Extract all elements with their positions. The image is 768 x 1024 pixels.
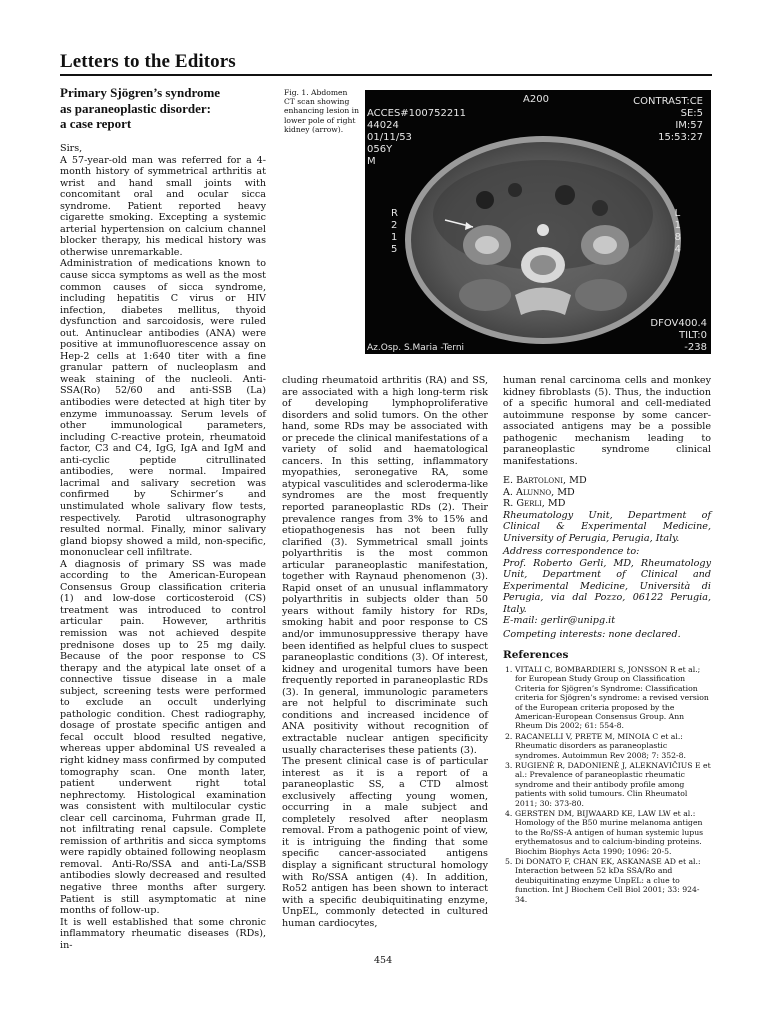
ct-scan-image — [365, 90, 711, 354]
ct-overlay-top-center: A200 — [523, 94, 549, 105]
reference-text: RUGIENĖ R, DADONIENĖ J, ALEKNAVIČIUS E et al.: Prevalence of paraneoplastic rheumatic syndrome and their antibody profile among patients with solid tumours. Clin Rheumatol 2011; 30: 373-80. — [515, 760, 711, 808]
paragraph: A 57-year-old man was referred for a 4-month history of symmetrical arthritis at wrist and hand small joints with concomitant oral and ocular sicca syndrome. Patient reported heavy cigarette smoking. Excepting a systemic arterial hypertension on calcium channel blocker therapy, his medical history was otherwise unremarkable. — [60, 154, 266, 258]
reference-item — [503, 809, 711, 856]
text-column-3 — [503, 375, 711, 905]
article-title — [60, 85, 275, 132]
salutation: Sirs, — [60, 143, 83, 154]
title-line: as paraneoplastic disorder: — [60, 100, 211, 116]
reference-number: 4. — [505, 809, 513, 819]
reference-text: Di DONATO F, CHAN EK, ASKANASE AD et al.: Interaction between 52 kDa SSA/Ro and deubiquitinating enzyme UnpEL: a clue to function. Int J Biochem Cell Biol 2001; 33: 924-34. — [515, 857, 701, 904]
paragraph: The present clinical case is of particular interest as it is a report of a paraneoplastic SS, a CTD almost exclusively affecting young women, occurring in a male subject and completely resolved after neoplasm removal. From a pathogenic point of view, it is intriguing the finding that some specific cancer-associated antigens display a significant structural homology with Ro/SSA antigen (4). In addition, Ro52 antigen has been shown to interact with a specific deubiquitinating enzyme, UnpEL, commonly detected in cultured human cardiocytes, — [282, 756, 488, 929]
ct-overlay-left-side: R 2 1 5 — [391, 208, 398, 255]
reference-item — [503, 665, 711, 731]
paragraph: human renal carcinoma cells and monkey kidney fibroblasts (5). Thus, the induction of a specific humoral and cell-mediated autoimmune response by some cancer-associated antigens may be a possible pathogenic mechanism leading to paraneoplastic syndrome clinical manifestations. — [503, 375, 711, 467]
reference-number: 2. — [505, 731, 513, 741]
reference-item — [503, 761, 711, 808]
paragraph: Administration of medications known to cause sicca symptoms as well as the most common causes of sicca syndrome, including hepatitis C virus or HIV infection, diabetes mellitus, thyoid dysfunction and sarcoidosis, were ruled out. Antinuclear antibodies (ANA) were positive at immunofluorescence assay on Hep-2 cells at 1:640 titer with a fine granular pattern of nucleoplasm and weak staining of the nucleoli. Anti-SSA(Ro) 52/60 and anti-SSB (La) antibodies were detected at high titer by enzyme immunoassay. Serum levels of other immunological parameters, including C-reactive protein, rheumatoid factor, C3 and C4, IgG, IgA and IgM and anti-cyclic peptide citrullinated antibodies, were normal. Impaired lacrimal and salivary secretion was confirmed by Schirmer’s and unstimulated whole salivary flow tests, respectively. Parotid ultrasonography resulted normal. Finally, minor salivary gland biopsy showed a mild, non-specific, mononuclear cell infiltrate. — [60, 258, 266, 559]
reference-item — [503, 857, 711, 904]
ct-overlay-bottom-left: Az.Osp. S.Maria -Terni — [367, 343, 465, 353]
paragraph: cluding rheumatoid arthritis (RA) and SS, are associated with a high long-term risk of developing lymphoproliferative disorders and solid tumors. On the other hand, some RDs may be associated with or precede the clinical manifestations of a variety of solid and haematological cancers. In this setting, inflammatory myopathies, seronegative RA, some atypical vasculitides and scleroderma-like syndromes are the most frequently reported paraneoplastic RDs (2). Their prevalence ranges from 3% to 15% and etiopathogenesis has not been fully clarified (3). Symmetrical small joints polyarthritis is the most common articular paraneoplastic manifestation, together with Raynaud phenomenon (3). Rapid onset of an unusual inflammatory polyarthritis in subjects older than 50 years without family history for RDs, smoking habit and poor response to CS and/or immunosuppressive therapy have been identified as helpful clues to suspect paraneoplastic conditions (3). Of interest, kidney and urogenital tumors have been frequently reported in paraneoplastic RDs (3). In general, immunologic parameters are not helpful to discriminate such conditions and increased incidence of ANA positivity without recognition of extractable nuclear antigen specificity usually characterises these patients (3). — [282, 375, 489, 756]
author-name: A. Alunno, MD — [503, 486, 575, 498]
reference-number: 1. — [505, 664, 513, 674]
paragraph: A diagnosis of primary SS was made according to the American-European Consensus Group classification criteria (1) and low-dose corticosteroid (CS) treatment was introduced to control articular pain. However, arthritis remission was not achieved despite prednisone doses up to 25 mg daily. Because of the poor response to CS therapy and the atypical late onset of a connective tissue disease in a male subject, screening tests were performed to exclude an occult underlying pathologic condition. Chest radiography, dosage of prostate specific antigen and fecal occult blood resulted negative, whereas upper abdominal US revealed a right kidney mass confirmed by computed tomography scan. One month later, patient underwent right total nephrectomy. Histological examination was consistent with multilocular cystic clear cell carcinoma, Fuhrman grade II, not infiltrating renal capsule. Complete remission of arthritis and sicca symptoms were rapidly obtained following neoplasm removal. Anti-Ro/SSA and anti-La/SSB antibodies slowly decreased and resulted negative three months after surgery. Patient is still asymptomatic at nine months of follow-up. — [60, 558, 266, 917]
ct-overlay-bottom-right: DFOV400.4 TILT:0 -238 — [650, 318, 707, 353]
title-line: a case report — [60, 116, 132, 131]
references-heading: References — [503, 649, 569, 662]
reference-number: 3. — [505, 760, 513, 770]
ct-overlay-right-side: L 1 8 4 — [674, 208, 681, 255]
text-column-1 — [60, 143, 266, 951]
author-name: R. Gerli, MD — [503, 498, 566, 510]
reference-text: VITALI C, BOMBARDIERI S, JONSSON R et al.; for European Study Group on Classification Criteria for Sjögren’s Syndrome: Classification criteria for Sjögren’s syndrome: a revised version of the European criteria proposed by the American-European Consensus Group. Ann Rheum Dis 2002; 61: 554-8. — [515, 664, 709, 731]
correspondence-address: Prof. Roberto Gerli, MD, Rheumatology Unit, Department of Clinical and Experimental Medicine, Università di Perugia, via dal Pozzo, 06122 Perugia, Italy. — [503, 557, 711, 615]
header-rule — [60, 74, 712, 76]
paragraph: It is well established that some chronic inflammatory rheumatic diseases (RDs), in- — [60, 916, 266, 951]
author-block — [503, 475, 711, 640]
correspondence-label: Address correspondence to: — [503, 546, 640, 558]
reference-number: 5. — [505, 857, 513, 867]
ct-overlay-top-left: ACCES#100752211 44024 01/11/53 056Y M — [367, 108, 466, 167]
title-line: Primary Sjögren’s syndrome — [60, 85, 221, 100]
author-name: E. Bartoloni, MD — [503, 475, 587, 487]
page-number: 454 — [374, 955, 393, 966]
ct-overlay-top-right: CONTRAST:CE SE:5 IM:57 15:53:27 — [633, 96, 703, 143]
author-affiliation: Rheumatology Unit, Department of Clinical & Experimental Medicine, University of Perugia, Perugia, Italy. — [503, 509, 711, 544]
section-title: Letters to the Editors — [60, 51, 236, 72]
correspondence-email[interactable]: E-mail: gerlir@unipg.it — [503, 615, 616, 627]
reference-text: GERSTEN DM, BIJWAARD KE, LAW LW et al.: Homology of the B50 murine melanoma antigen to the Ro/SS-A antigen of human systemic lupus erythematosus and to calcium-binding proteins. Biochim Biophys Acta 1990; 1096: 20-5. — [515, 809, 704, 856]
text-column-2 — [282, 375, 488, 929]
competing-interests: Competing interests: none declared. — [503, 628, 681, 640]
reference-text: RACANELLI V, PRETE M, MINOIA C et al.: Rheumatic disorders as paraneoplastic syndromes. Autoimmun Rev 2008; 7: 352-8. — [515, 731, 686, 760]
reference-item — [503, 732, 711, 760]
references-list — [503, 665, 711, 904]
figure-caption: Fig. 1. Abdomen CT scan showing enhancing lesion in lower pole of right kidney (arrow). — [284, 88, 359, 134]
